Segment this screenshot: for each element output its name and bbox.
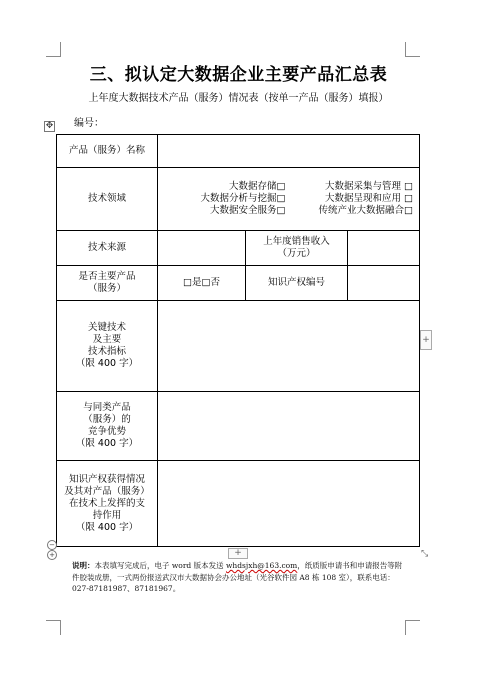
key-tech-cell[interactable] <box>158 300 420 391</box>
table-move-handle-icon[interactable]: ✥ <box>45 121 54 131</box>
advantage-cell[interactable] <box>158 391 420 461</box>
sales-revenue-cell[interactable] <box>348 231 420 266</box>
note-email: whdsjxh@163.com <box>225 561 298 570</box>
document-subtitle: 上年度大数据技术产品（服务）情况表（按单一产品（服务）填报） <box>88 93 389 104</box>
tech-field-option[interactable]: 大数据安全服务□ <box>210 204 286 216</box>
document-title: 三、拟认定大数据企业主要产品汇总表 <box>89 65 388 85</box>
tech-source-label: 技术来源 <box>57 231 158 266</box>
product-summary-table <box>56 134 420 547</box>
note-text-after-email: ，纸质版申请书和申请报告等附件胶装成册，一式两份报送武汉市大数据协会办公地址（光谷软件园 A8 栋 108 室），联系电话：027-87181987、87181967。 <box>72 561 403 593</box>
tech-field-label: 技术领域 <box>57 167 158 230</box>
key-tech-label: 关键技术 及主要 技术指标 （限 400 字） <box>57 300 158 391</box>
instruction-note <box>72 560 408 595</box>
note-text-before-email: 本表填写完成后，电子 word 版本发送 <box>94 561 226 570</box>
ip-number-cell[interactable] <box>348 265 420 300</box>
tech-field-option[interactable]: 大数据呈现和应用 □ <box>325 192 414 204</box>
main-product-label: 是否主要产品 （服务） <box>57 265 158 300</box>
crop-mark-bottom-left <box>46 620 61 635</box>
add-row-handle-icon[interactable]: + <box>228 548 248 559</box>
insert-row-icon[interactable]: + <box>47 550 57 560</box>
tech-field-option[interactable]: 传统产业大数据融合□ <box>318 204 414 216</box>
crop-mark-bottom-right <box>405 620 420 635</box>
table-resize-handle-icon[interactable]: ⤡ <box>421 549 429 559</box>
sales-revenue-label: 上年度销售收入 （万元） <box>246 231 348 266</box>
table-row <box>57 391 420 461</box>
tech-field-option[interactable]: 大数据存储□ <box>229 180 286 192</box>
ip-role-label: 知识产权获得情况 及其对产品（服务） 在技术上发挥的支 持作用 （限 400 字） <box>57 461 158 547</box>
tech-source-cell[interactable] <box>158 231 246 266</box>
table-row <box>57 135 420 168</box>
tech-field-options-cell[interactable] <box>158 167 420 230</box>
advantage-label: 与同类产品 （服务）的 竞争优势 （限 400 字） <box>57 391 158 461</box>
table-row <box>57 231 420 266</box>
tech-field-option[interactable]: 大数据采集与管理 □ <box>325 180 414 192</box>
product-name-cell[interactable] <box>158 135 420 168</box>
main-product-yes-no[interactable]: □是□否 <box>158 265 246 300</box>
ip-number-label: 知识产权编号 <box>246 265 348 300</box>
remove-row-icon[interactable]: − <box>47 540 57 550</box>
table-row <box>57 265 420 300</box>
product-name-label: 产品（服务）名称 <box>57 135 158 168</box>
table-row <box>57 300 420 391</box>
tech-field-options <box>160 181 417 217</box>
serial-number-label: 编号： <box>74 118 104 129</box>
add-column-handle-icon[interactable]: + <box>420 330 432 350</box>
tech-field-option[interactable]: 大数据分析与挖掘□ <box>200 192 286 204</box>
table-row <box>57 167 420 230</box>
table-row <box>57 461 420 547</box>
crop-mark-top-right <box>405 42 420 57</box>
crop-mark-top-left <box>46 42 61 57</box>
ip-role-cell[interactable] <box>158 461 420 547</box>
note-prefix: 说明： <box>72 561 95 570</box>
